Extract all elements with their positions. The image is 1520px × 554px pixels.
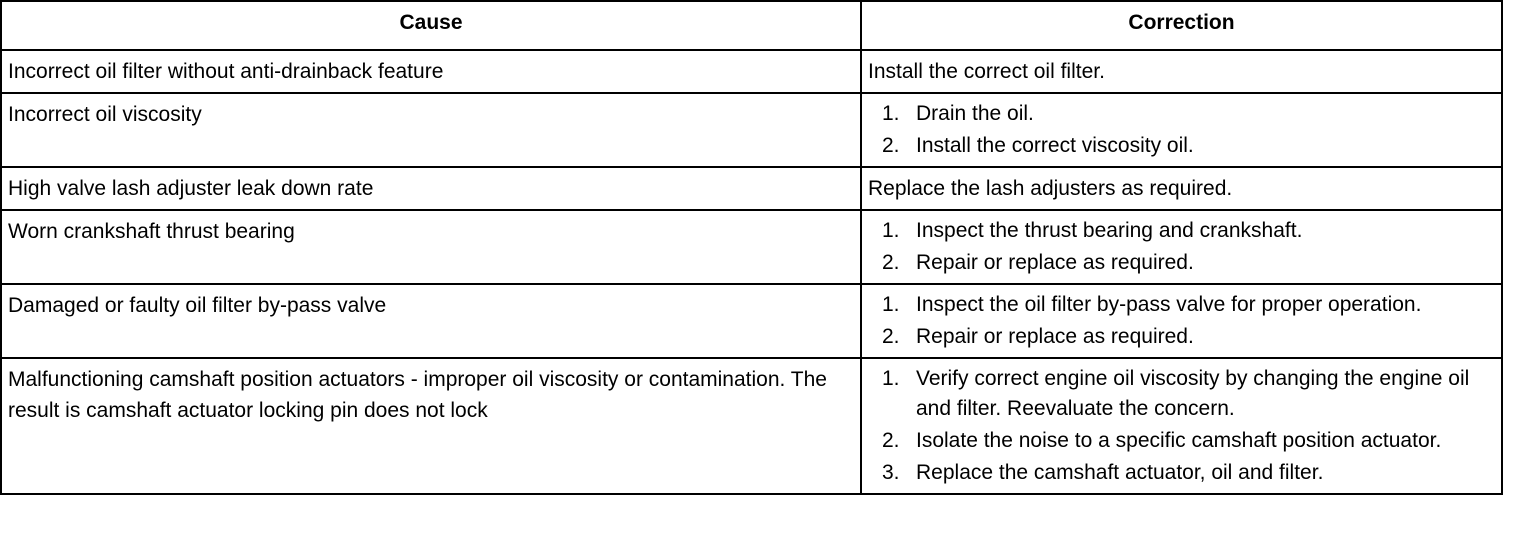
step-number: 1. xyxy=(882,102,900,125)
correction-steps xyxy=(868,364,1495,488)
correction-step xyxy=(868,99,1495,129)
correction-cell xyxy=(861,284,1502,358)
cause-cell: Worn crankshaft thrust bearing xyxy=(1,210,861,284)
step-text: Isolate the noise to a specific camshaft position actuator. xyxy=(916,429,1442,452)
table-row xyxy=(1,50,1502,93)
table-row xyxy=(1,284,1502,358)
step-text: Install the correct viscosity oil. xyxy=(916,134,1194,157)
correction-step xyxy=(868,458,1495,488)
correction-cell: Install the correct oil filter. xyxy=(861,50,1502,93)
step-text: Verify correct engine oil viscosity by changing the engine oil and filter. Reevaluate the concern. xyxy=(916,367,1470,420)
cause-cell: Incorrect oil filter without anti-drainback feature xyxy=(1,50,861,93)
step-number: 2. xyxy=(882,134,900,157)
step-text: Replace the camshaft actuator, oil and filter. xyxy=(916,461,1324,484)
correction-steps xyxy=(868,216,1495,278)
correction-step xyxy=(868,322,1495,352)
cause-header: Cause xyxy=(1,1,861,50)
step-number: 3. xyxy=(882,461,900,484)
table-row xyxy=(1,93,1502,167)
correction-step xyxy=(868,364,1495,424)
header-row xyxy=(1,1,1502,50)
correction-step xyxy=(868,131,1495,161)
correction-header: Correction xyxy=(861,1,1502,50)
correction-step xyxy=(868,248,1495,278)
correction-cell xyxy=(861,210,1502,284)
step-text: Inspect the thrust bearing and crankshaft. xyxy=(916,219,1303,242)
step-number: 1. xyxy=(882,293,900,316)
cause-cell: Damaged or faulty oil filter by-pass valve xyxy=(1,284,861,358)
step-number: 2. xyxy=(882,325,900,348)
step-number: 2. xyxy=(882,251,900,274)
table-row xyxy=(1,358,1502,494)
correction-step xyxy=(868,426,1495,456)
correction-cell xyxy=(861,93,1502,167)
cause-cell: High valve lash adjuster leak down rate xyxy=(1,167,861,210)
cause-cell: Incorrect oil viscosity xyxy=(1,93,861,167)
step-text: Repair or replace as required. xyxy=(916,325,1194,348)
correction-cell: Replace the lash adjusters as required. xyxy=(861,167,1502,210)
step-number: 1. xyxy=(882,219,900,242)
step-number: 2. xyxy=(882,429,900,452)
correction-steps xyxy=(868,99,1495,161)
step-text: Drain the oil. xyxy=(916,102,1034,125)
table-row xyxy=(1,210,1502,284)
correction-steps xyxy=(868,290,1495,352)
correction-step xyxy=(868,290,1495,320)
step-text: Inspect the oil filter by-pass valve for proper operation. xyxy=(916,293,1422,316)
step-text: Repair or replace as required. xyxy=(916,251,1194,274)
step-number: 1. xyxy=(882,367,900,390)
correction-cell xyxy=(861,358,1502,494)
cause-cell: Malfunctioning camshaft position actuators - improper oil viscosity or contamination. The result is camshaft actuator locking pin does not lock xyxy=(1,358,861,494)
table-row xyxy=(1,167,1502,210)
correction-step xyxy=(868,216,1495,246)
